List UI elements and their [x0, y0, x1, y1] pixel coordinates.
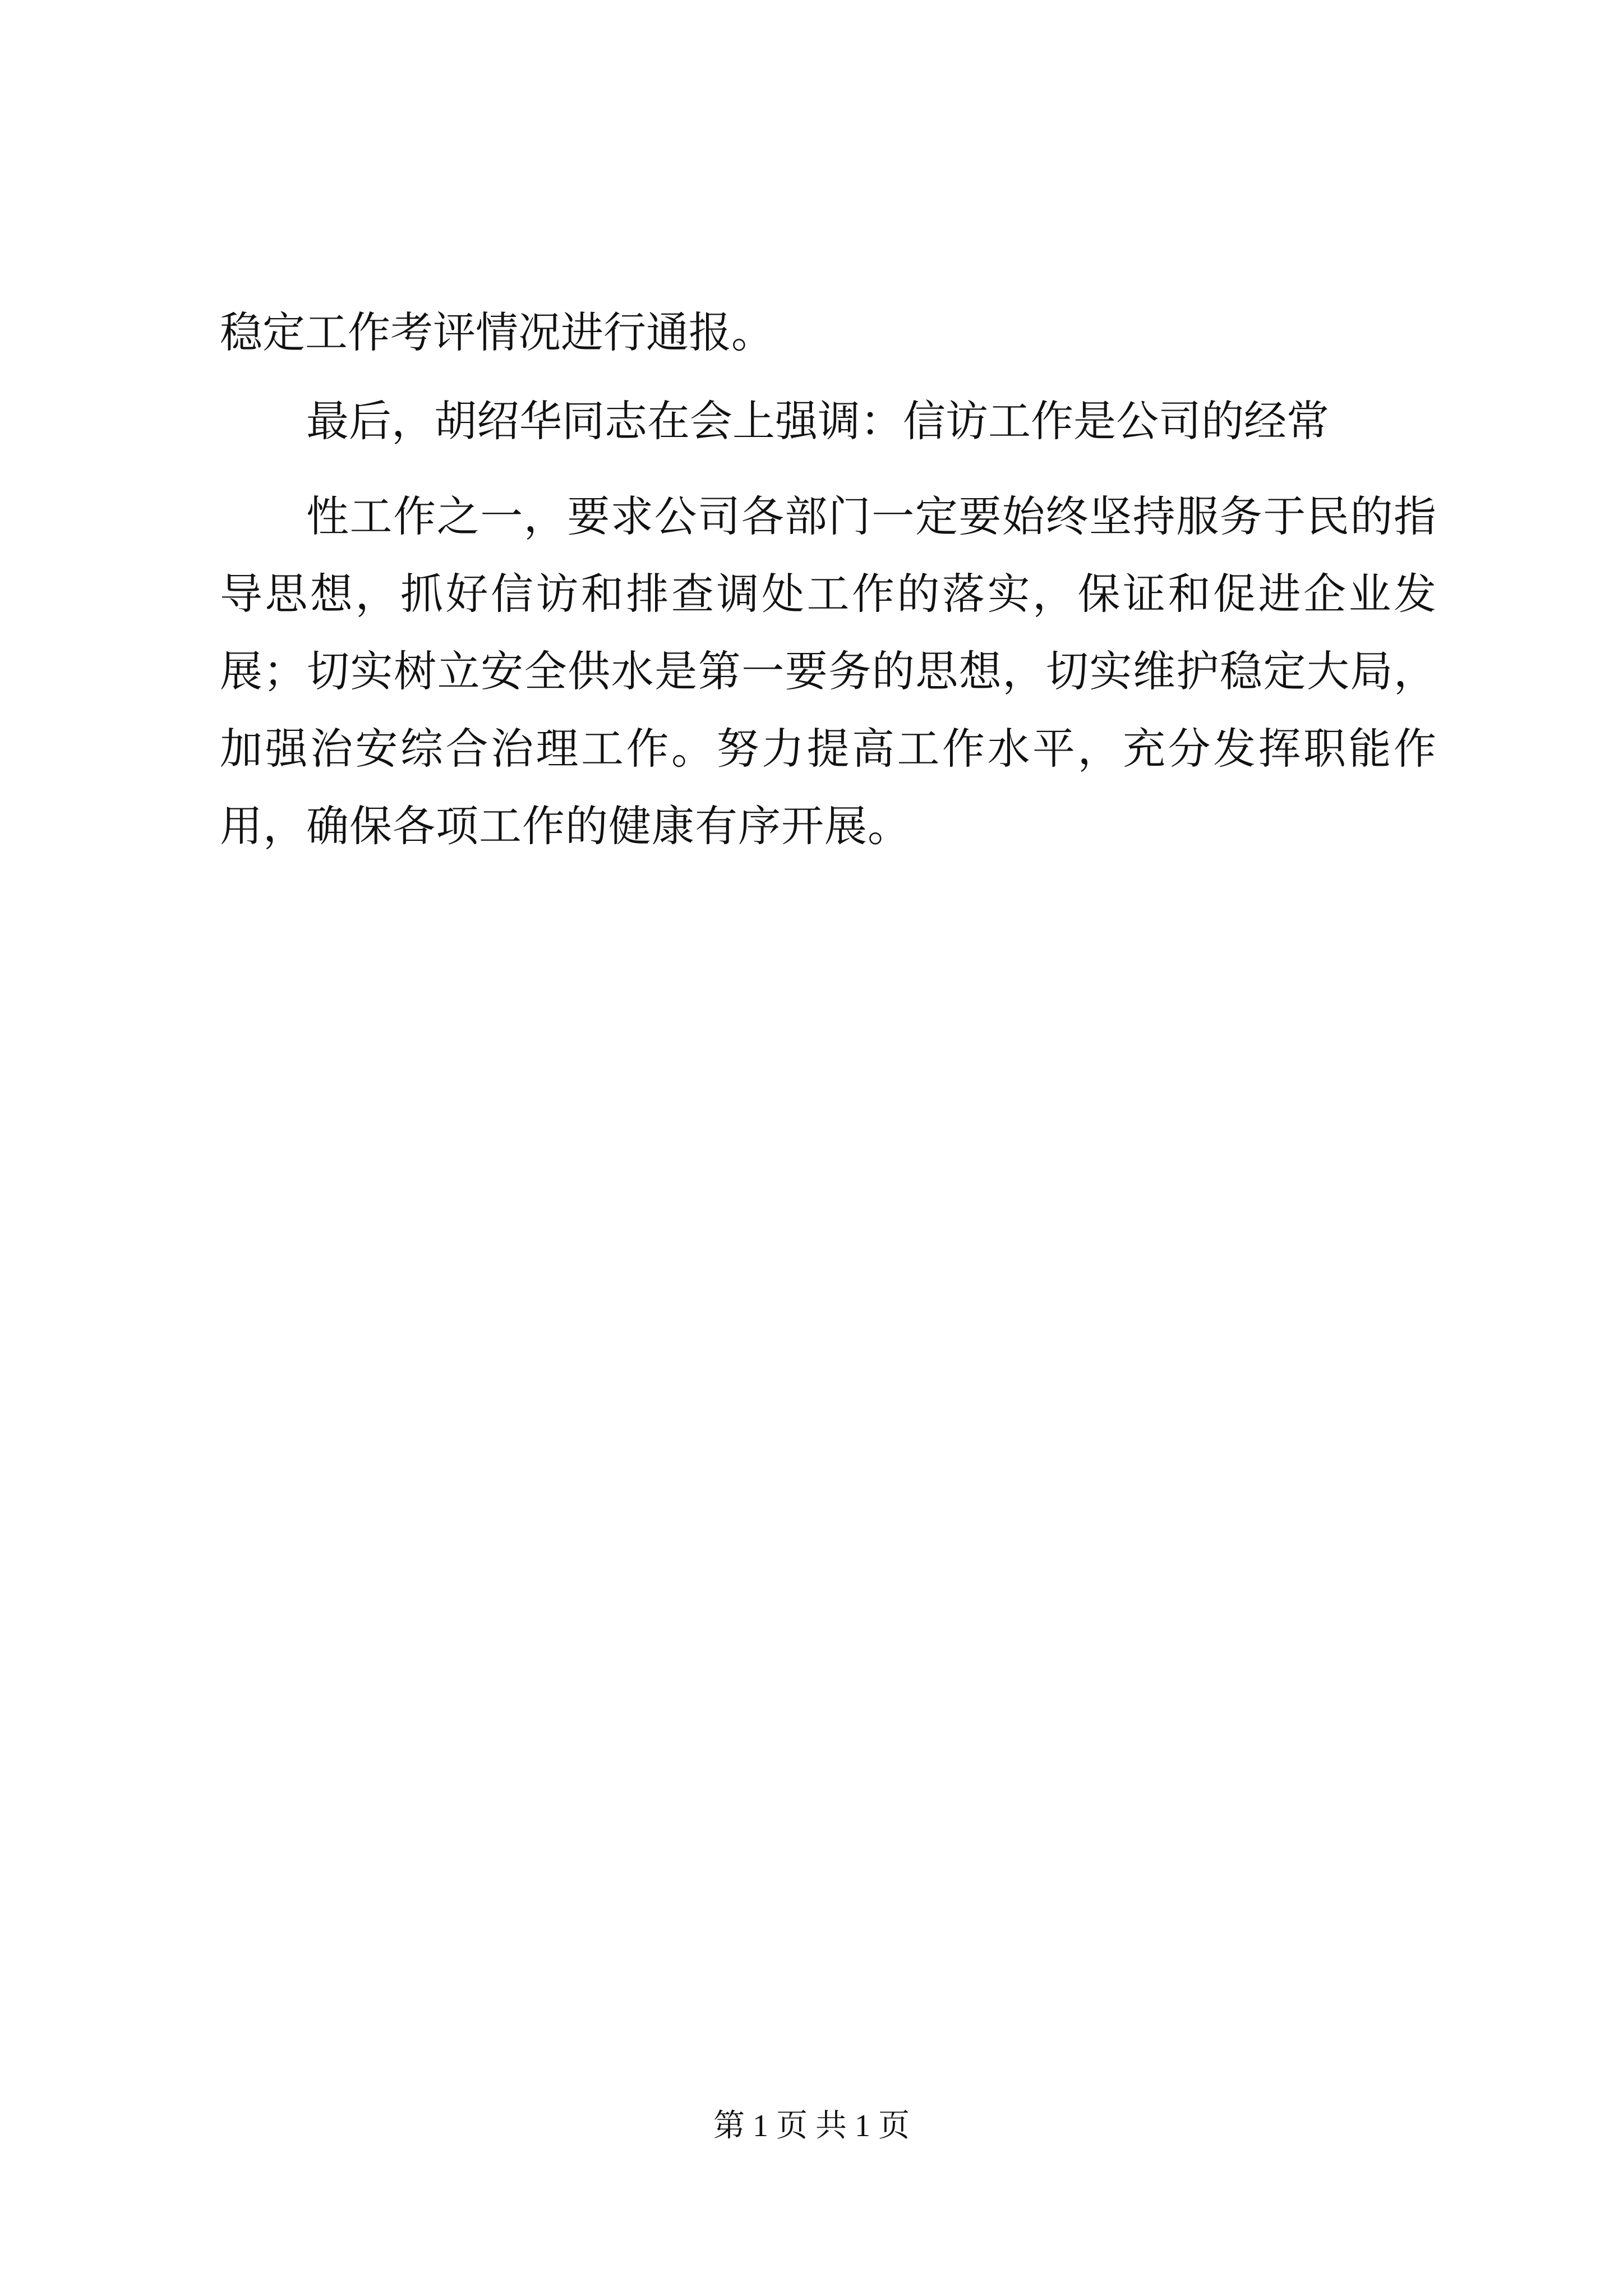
body-line-1: 稳定工作考评情况进行通报。 [220, 307, 774, 357]
page-footer: 第 1 页 共 1 页 [713, 2109, 910, 2143]
body-paragraph: 性工作之一，要求公司各部门一定要始终坚持服务于民的指导思想，抓好信访和排查调处工作的落实，保证和促进企业发展；切实树立安全供水是第一要务的思想，切实维护稳定大局，加强治安综合治理工作。努力提高工作水平，充分发挥职能作用，确保各项工作的健康有序开展。 [220, 491, 1437, 851]
body-line-2: 最后，胡绍华同志在会上强调：信访工作是公司的经常 [306, 396, 1329, 446]
